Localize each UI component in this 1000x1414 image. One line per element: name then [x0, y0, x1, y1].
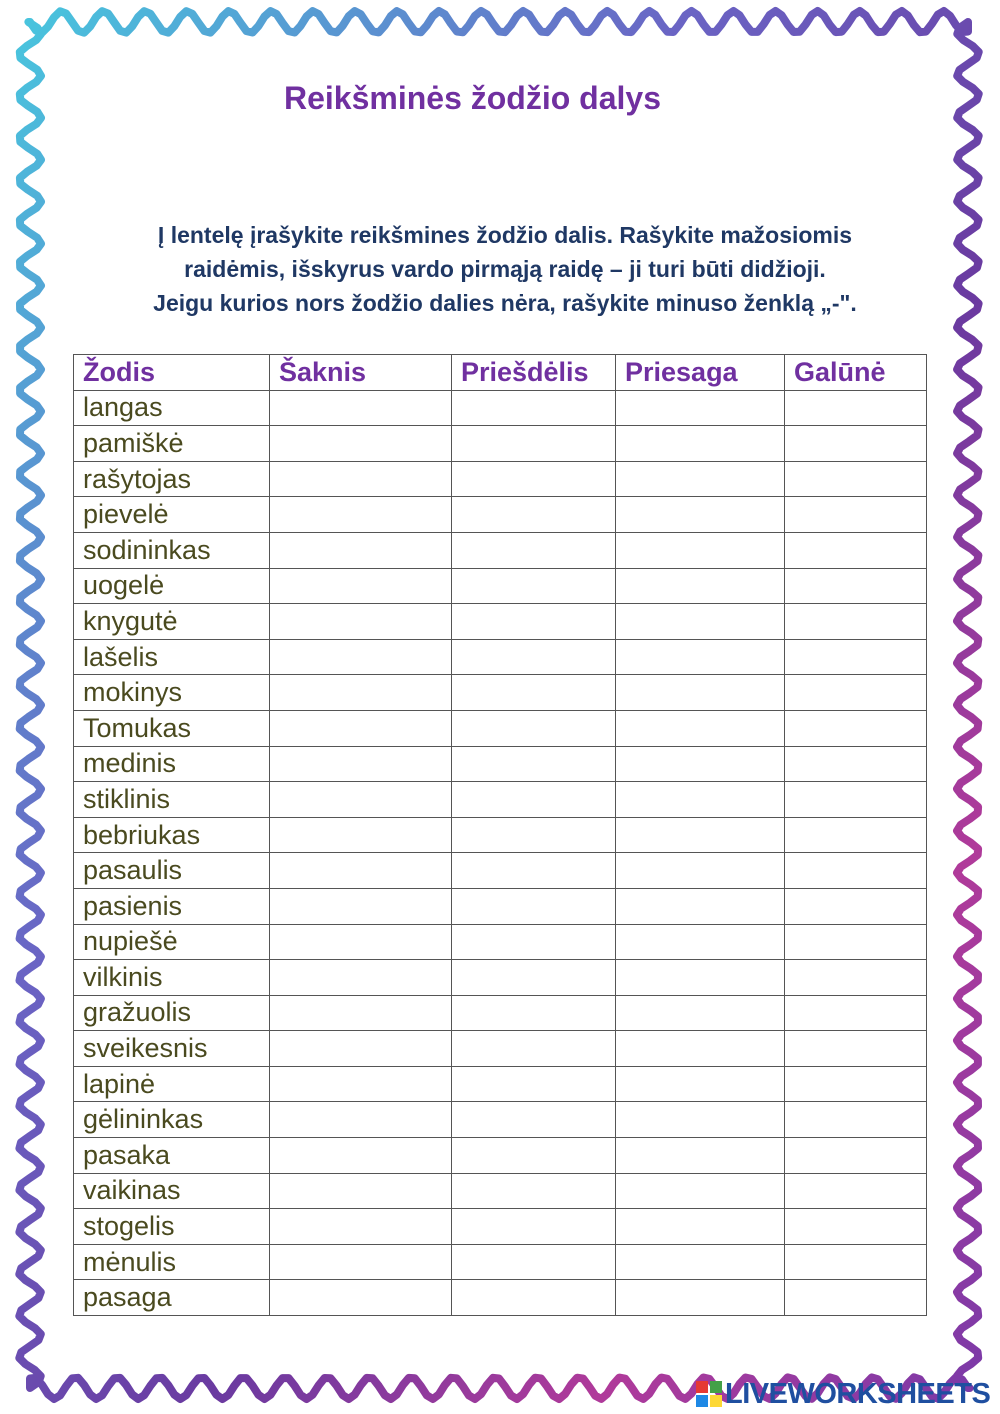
- galune-input-cell[interactable]: [785, 426, 927, 462]
- galune-input-cell[interactable]: [785, 1031, 927, 1067]
- word-cell: pamiškė: [74, 426, 270, 462]
- word-cell: gėlininkas: [74, 1102, 270, 1138]
- priesdelis-input-cell[interactable]: [452, 853, 616, 889]
- saknis-input-cell[interactable]: [270, 639, 452, 675]
- instruction-line: Jeigu kurios nors žodžio dalies nėra, rašykite minuso ženklą „-".: [153, 290, 857, 316]
- word-cell: lapinė: [74, 1066, 270, 1102]
- priesaga-input-cell[interactable]: [616, 1138, 785, 1174]
- table-row: [74, 675, 927, 711]
- page-title: Reikšminės žodžio dalys: [283, 80, 661, 116]
- galune-input-cell[interactable]: [785, 924, 927, 960]
- galune-input-cell[interactable]: [785, 568, 927, 604]
- table-row: [74, 1138, 927, 1174]
- priesdelis-input-cell[interactable]: [452, 710, 616, 746]
- priesaga-input-cell[interactable]: [616, 782, 785, 818]
- priesaga-input-cell[interactable]: [616, 817, 785, 853]
- galune-input-cell[interactable]: [785, 532, 927, 568]
- word-cell: pievelė: [74, 497, 270, 533]
- instruction-line: Į lentelę įrašykite reikšmines žodžio dalis. Rašykite mažosiomis: [157, 222, 853, 248]
- galune-input-cell[interactable]: [785, 1138, 927, 1174]
- galune-input-cell[interactable]: [785, 853, 927, 889]
- priesdelis-input-cell[interactable]: [452, 639, 616, 675]
- priesdelis-input-cell[interactable]: [452, 497, 616, 533]
- priesdelis-input-cell[interactable]: [452, 1066, 616, 1102]
- saknis-input-cell[interactable]: [270, 924, 452, 960]
- priesaga-input-cell[interactable]: [616, 1209, 785, 1245]
- table-row: [74, 1244, 927, 1280]
- word-cell: lašelis: [74, 639, 270, 675]
- saknis-input-cell[interactable]: [270, 817, 452, 853]
- saknis-input-cell[interactable]: [270, 461, 452, 497]
- priesdelis-input-cell[interactable]: [452, 426, 616, 462]
- galune-input-cell[interactable]: [785, 604, 927, 640]
- priesdelis-input-cell[interactable]: [452, 390, 616, 426]
- saknis-input-cell[interactable]: [270, 1209, 452, 1245]
- table-row: [74, 995, 927, 1031]
- saknis-input-cell[interactable]: [270, 497, 452, 533]
- saknis-input-cell[interactable]: [270, 960, 452, 996]
- table-row: [74, 924, 927, 960]
- galune-input-cell[interactable]: [785, 782, 927, 818]
- galune-input-cell[interactable]: [785, 1244, 927, 1280]
- liveworksheets-logo: [696, 1374, 990, 1414]
- priesdelis-input-cell[interactable]: [452, 888, 616, 924]
- header-zodis: Žodis: [74, 355, 270, 391]
- word-cell: langas: [74, 390, 270, 426]
- word-cell: gražuolis: [74, 995, 270, 1031]
- priesaga-input-cell[interactable]: [616, 568, 785, 604]
- table-row: [74, 390, 927, 426]
- table-row: [74, 1102, 927, 1138]
- galune-input-cell[interactable]: [785, 888, 927, 924]
- priesaga-input-cell[interactable]: [616, 639, 785, 675]
- table-row: [74, 746, 927, 782]
- table-row: [74, 639, 927, 675]
- instruction-line: raidėmis, išskyrus vardo pirmąją raidę – ji turi būti didžioji.: [184, 256, 826, 282]
- word-cell: sodininkas: [74, 532, 270, 568]
- galune-input-cell[interactable]: [785, 746, 927, 782]
- word-cell: uogelė: [74, 568, 270, 604]
- priesaga-input-cell[interactable]: [616, 746, 785, 782]
- table-row: [74, 1066, 927, 1102]
- saknis-input-cell[interactable]: [270, 1138, 452, 1174]
- word-cell: pasaulis: [74, 853, 270, 889]
- priesdelis-input-cell[interactable]: [452, 782, 616, 818]
- table-row: [74, 1280, 927, 1316]
- priesaga-input-cell[interactable]: [616, 1280, 785, 1316]
- table-body: [74, 390, 927, 1315]
- word-cell: vilkinis: [74, 960, 270, 996]
- priesaga-input-cell[interactable]: [616, 960, 785, 996]
- priesdelis-input-cell[interactable]: [452, 1173, 616, 1209]
- saknis-input-cell[interactable]: [270, 853, 452, 889]
- word-cell: stogelis: [74, 1209, 270, 1245]
- priesdelis-input-cell[interactable]: [452, 1138, 616, 1174]
- priesdelis-input-cell[interactable]: [452, 604, 616, 640]
- saknis-input-cell[interactable]: [270, 1173, 452, 1209]
- priesaga-input-cell[interactable]: [616, 853, 785, 889]
- table-row: [74, 960, 927, 996]
- priesdelis-input-cell[interactable]: [452, 817, 616, 853]
- galune-input-cell[interactable]: [785, 497, 927, 533]
- table-row: [74, 497, 927, 533]
- priesaga-input-cell[interactable]: [616, 710, 785, 746]
- priesdelis-input-cell[interactable]: [452, 960, 616, 996]
- priesdelis-input-cell[interactable]: [452, 532, 616, 568]
- galune-input-cell[interactable]: [785, 675, 927, 711]
- table-row: [74, 461, 927, 497]
- table-row: [74, 1209, 927, 1245]
- priesaga-input-cell[interactable]: [616, 924, 785, 960]
- priesdelis-input-cell[interactable]: [452, 746, 616, 782]
- priesaga-input-cell[interactable]: [616, 888, 785, 924]
- table-row: [74, 1031, 927, 1067]
- table-row: [74, 817, 927, 853]
- header-priesdelis: Priešdėlis: [452, 355, 616, 391]
- priesaga-input-cell[interactable]: [616, 461, 785, 497]
- priesaga-input-cell[interactable]: [616, 1244, 785, 1280]
- table-row: [74, 568, 927, 604]
- table-row: [74, 604, 927, 640]
- galune-input-cell[interactable]: [785, 461, 927, 497]
- saknis-input-cell[interactable]: [270, 1280, 452, 1316]
- word-cell: vaikinas: [74, 1173, 270, 1209]
- priesdelis-input-cell[interactable]: [452, 924, 616, 960]
- galune-input-cell[interactable]: [785, 710, 927, 746]
- galune-input-cell[interactable]: [785, 960, 927, 996]
- priesaga-input-cell[interactable]: [616, 426, 785, 462]
- priesdelis-input-cell[interactable]: [452, 675, 616, 711]
- table-row: [74, 426, 927, 462]
- priesdelis-input-cell[interactable]: [452, 1209, 616, 1245]
- saknis-input-cell[interactable]: [270, 604, 452, 640]
- saknis-input-cell[interactable]: [270, 1244, 452, 1280]
- priesdelis-input-cell[interactable]: [452, 1102, 616, 1138]
- saknis-input-cell[interactable]: [270, 1031, 452, 1067]
- priesaga-input-cell[interactable]: [616, 675, 785, 711]
- word-cell: sveikesnis: [74, 1031, 270, 1067]
- priesaga-input-cell[interactable]: [616, 1066, 785, 1102]
- saknis-input-cell[interactable]: [270, 675, 452, 711]
- word-cell: mokinys: [74, 675, 270, 711]
- table-row: [74, 888, 927, 924]
- priesaga-input-cell[interactable]: [616, 532, 785, 568]
- saknis-input-cell[interactable]: [270, 995, 452, 1031]
- word-cell: medinis: [74, 746, 270, 782]
- galune-input-cell[interactable]: [785, 639, 927, 675]
- priesdelis-input-cell[interactable]: [452, 1031, 616, 1067]
- word-cell: rašytojas: [74, 461, 270, 497]
- instructions: [60, 218, 950, 320]
- galune-input-cell[interactable]: [785, 1173, 927, 1209]
- word-cell: mėnulis: [74, 1244, 270, 1280]
- word-cell: knygutė: [74, 604, 270, 640]
- word-cell: pasienis: [74, 888, 270, 924]
- priesaga-input-cell[interactable]: [616, 1031, 785, 1067]
- header-priesaga: Priesaga: [616, 355, 785, 391]
- word-cell: pasaga: [74, 1280, 270, 1316]
- saknis-input-cell[interactable]: [270, 888, 452, 924]
- saknis-input-cell[interactable]: [270, 1102, 452, 1138]
- saknis-input-cell[interactable]: [270, 532, 452, 568]
- priesaga-input-cell[interactable]: [616, 1102, 785, 1138]
- logo-text: LIVEWORKSHEETS: [725, 1377, 991, 1410]
- galune-input-cell[interactable]: [785, 390, 927, 426]
- priesaga-input-cell[interactable]: [616, 390, 785, 426]
- priesdelis-input-cell[interactable]: [452, 995, 616, 1031]
- galune-input-cell[interactable]: [785, 1280, 927, 1316]
- saknis-input-cell[interactable]: [270, 710, 452, 746]
- priesdelis-input-cell[interactable]: [452, 461, 616, 497]
- word-parts-table: [73, 354, 927, 1316]
- priesdelis-input-cell[interactable]: [452, 1244, 616, 1280]
- saknis-input-cell[interactable]: [270, 782, 452, 818]
- priesaga-input-cell[interactable]: [616, 995, 785, 1031]
- table-header-row: [74, 355, 927, 391]
- saknis-input-cell[interactable]: [270, 426, 452, 462]
- table-row: [74, 710, 927, 746]
- galune-input-cell[interactable]: [785, 1102, 927, 1138]
- table-row: [74, 853, 927, 889]
- word-cell: bebriukas: [74, 817, 270, 853]
- word-cell: Tomukas: [74, 710, 270, 746]
- galune-input-cell[interactable]: [785, 817, 927, 853]
- saknis-input-cell[interactable]: [270, 1066, 452, 1102]
- table-row: [74, 782, 927, 818]
- header-galune: Galūnė: [785, 355, 927, 391]
- word-cell: stiklinis: [74, 782, 270, 818]
- priesdelis-input-cell[interactable]: [452, 1280, 616, 1316]
- table-row: [74, 1173, 927, 1209]
- galune-input-cell[interactable]: [785, 995, 927, 1031]
- table-row: [74, 532, 927, 568]
- galune-input-cell[interactable]: [785, 1209, 927, 1245]
- word-cell: nupiešė: [74, 924, 270, 960]
- priesaga-input-cell[interactable]: [616, 604, 785, 640]
- saknis-input-cell[interactable]: [270, 568, 452, 604]
- liveworksheets-logo-icon: [696, 1381, 722, 1407]
- header-saknis: Šaknis: [270, 355, 452, 391]
- saknis-input-cell[interactable]: [270, 390, 452, 426]
- saknis-input-cell[interactable]: [270, 746, 452, 782]
- priesdelis-input-cell[interactable]: [452, 568, 616, 604]
- galune-input-cell[interactable]: [785, 1066, 927, 1102]
- word-cell: pasaka: [74, 1138, 270, 1174]
- priesaga-input-cell[interactable]: [616, 1173, 785, 1209]
- priesaga-input-cell[interactable]: [616, 497, 785, 533]
